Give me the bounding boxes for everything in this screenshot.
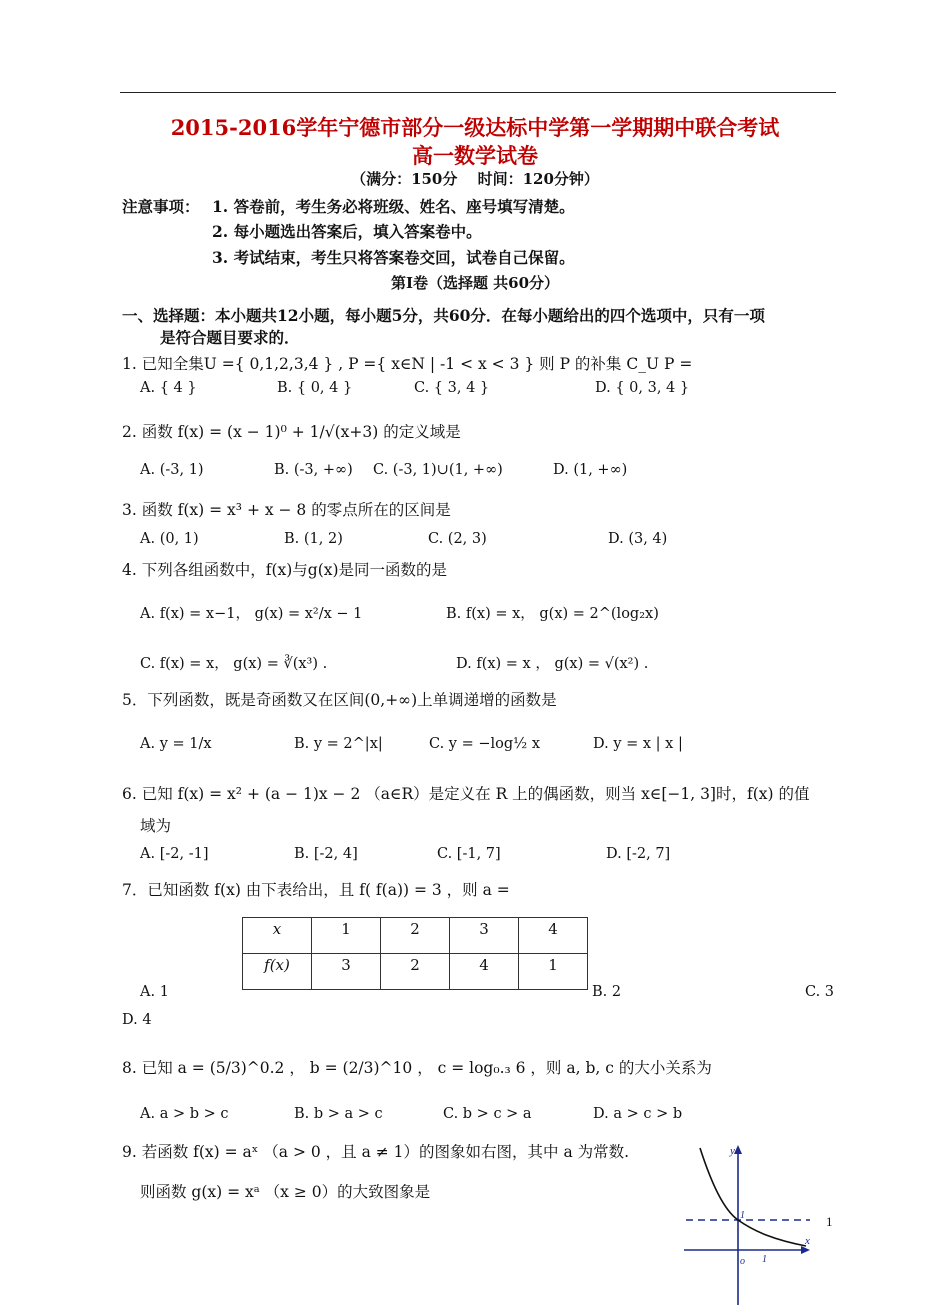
q7-option-a: A. 1 (140, 984, 169, 1000)
q3-option-a: A. (0, 1) (140, 531, 199, 547)
q2-option-a: A. (-3, 1) (140, 462, 204, 478)
origin-label: o (740, 1256, 745, 1267)
table-header-x: x (243, 918, 312, 954)
q1-option-c: C. { 3, 4 } (414, 380, 490, 396)
question-6: 6. 已知 f(x) = x² + (a − 1)x − 2 （a∈R）是定义在 R 上的偶函数，则当 x∈[−1, 3]时，f(x) 的值 (122, 785, 810, 803)
x-axis-label: x (805, 1235, 810, 1247)
right-one-label: 1 (826, 1214, 833, 1229)
table-cell: 4 (519, 918, 588, 954)
q5-option-d: D. y = x | x | (593, 736, 683, 752)
question-5: 5．下列函数，既是奇函数又在区间(0,+∞)上单调递增的函数是 (122, 691, 557, 709)
table-cell: 2 (381, 918, 450, 954)
q4-option-d: D. f(x) = x ， g(x) = √(x²) . (456, 656, 649, 672)
q4-option-a: A. f(x) = x−1， g(x) = x²/x − 1 (140, 606, 363, 622)
section-heading: 一、选择题：本小题共12小题，每小题5分，共60分．在每小题给出的四个选项中，只有一项 (122, 306, 765, 325)
q6-option-c: C. [-1, 7] (437, 846, 501, 862)
q8-option-c: C. b > c > a (443, 1106, 532, 1122)
q3-option-c: C. (2, 3) (428, 531, 487, 547)
q3-option-d: D. (3, 4) (608, 531, 668, 547)
q5-option-c: C. y = −log½ x (429, 736, 540, 752)
question-7: 7．已知函数 f(x) 由下表给出，且 f( f(a)) = 3 ，则 a = (122, 881, 510, 899)
y-axis-arrow-icon (734, 1145, 742, 1154)
question-9: 9. 若函数 f(x) = aˣ （a > 0 ，且 a ≠ 1）的图象如右图，其中 a 为常数. (122, 1143, 630, 1161)
q7-value-table (242, 917, 588, 990)
q3-option-b: B. (1, 2) (284, 531, 343, 547)
q1-option-d: D. { 0, 3, 4 } (595, 380, 690, 396)
q2-option-d: D. (1, +∞) (553, 462, 628, 478)
question-4: 4. 下列各组函数中，f(x)与g(x)是同一函数的是 (122, 561, 448, 579)
question-1: 1. 已知全集U ={ 0,1,2,3,4 } , P ={ x∈N | -1 < x < 3 } 则 P 的补集 C_U P = (122, 355, 693, 373)
table-cell: 1 (312, 918, 381, 954)
part-heading: 第Ⅰ卷（选择题 共60分） (390, 274, 560, 292)
q6-option-d: D. [-2, 7] (606, 846, 671, 862)
q8-option-d: D. a > c > b (593, 1106, 683, 1122)
table-cell: 1 (519, 954, 588, 990)
top-rule (120, 92, 836, 93)
note-item-3: 3. 考试结束，考生只将答案卷交回，试卷自己保留。 (212, 248, 575, 267)
q6-option-b: B. [-2, 4] (294, 846, 358, 862)
table-cell: 2 (381, 954, 450, 990)
q8-option-b: B. b > a > c (294, 1106, 383, 1122)
table-cell: 3 (312, 954, 381, 990)
q2-option-b: B. (-3, +∞) (274, 462, 353, 478)
x-one-label: 1 (762, 1254, 767, 1265)
question-9-cont: 则函数 g(x) = xᵃ （x ≥ 0）的大致图象是 (140, 1183, 431, 1201)
paper-title: 2015-2016学年宁德市部分一级达标中学第一学期期中联合考试 (170, 115, 780, 140)
q7-option-c: C. 3 (805, 984, 835, 1000)
q4-option-c: C. f(x) = x， g(x) = ∛(x³) . (140, 656, 328, 672)
q7-option-d: D. 4 (122, 1012, 152, 1028)
x-axis-arrow-icon (801, 1246, 810, 1254)
table-row (243, 954, 588, 990)
q2-option-c: C. (-3, 1)∪(1, +∞) (373, 462, 503, 478)
q7-option-b: B. 2 (592, 984, 622, 1000)
question-8: 8. 已知 a = (5/3)^0.2 ， b = (2/3)^10 ， c = log₀.₃ 6 ，则 a, b, c 的大小关系为 (122, 1059, 712, 1077)
exam-info: （满分：150分 时间：120分钟） (351, 170, 599, 188)
q8-option-a: A. a > b > c (140, 1106, 229, 1122)
question-2: 2. 函数 f(x) = (x − 1)⁰ + 1/√(x+3) 的定义域是 (122, 423, 461, 441)
table-row (243, 918, 588, 954)
table-cell: 4 (450, 954, 519, 990)
question-3: 3. 函数 f(x) = x³ + x − 8 的零点所在的区间是 (122, 501, 451, 519)
paper-subtitle: 高一数学试卷 (412, 143, 538, 168)
notes-label: 注意事项： (122, 197, 200, 216)
q5-option-a: A. y = 1/x (140, 736, 212, 752)
q5-option-b: B. y = 2^|x| (294, 736, 383, 752)
exp-curve (700, 1148, 806, 1246)
note-item-2: 2. 每小题选出答案后，填入答案卷中。 (212, 222, 482, 241)
note-item-1: 1. 答卷前，考生务必将班级、姓名、座号填写清楚。 (212, 197, 575, 216)
q1-option-a: A. { 4 } (140, 380, 197, 396)
table-header-fx: f(x) (243, 954, 312, 990)
table-cell: 3 (450, 918, 519, 954)
q6-option-a: A. [-2, -1] (140, 846, 209, 862)
section-heading-cont: 是符合题目要求的． (160, 328, 300, 347)
y-one-label: 1 (740, 1210, 745, 1221)
q4-option-b: B. f(x) = x， g(x) = 2^(log₂x) (446, 606, 659, 622)
q9-exponential-graph (680, 1140, 840, 1310)
question-6-cont: 域为 (140, 817, 172, 835)
y-axis-label: y (730, 1145, 735, 1157)
q1-option-b: B. { 0, 4 } (277, 380, 353, 396)
